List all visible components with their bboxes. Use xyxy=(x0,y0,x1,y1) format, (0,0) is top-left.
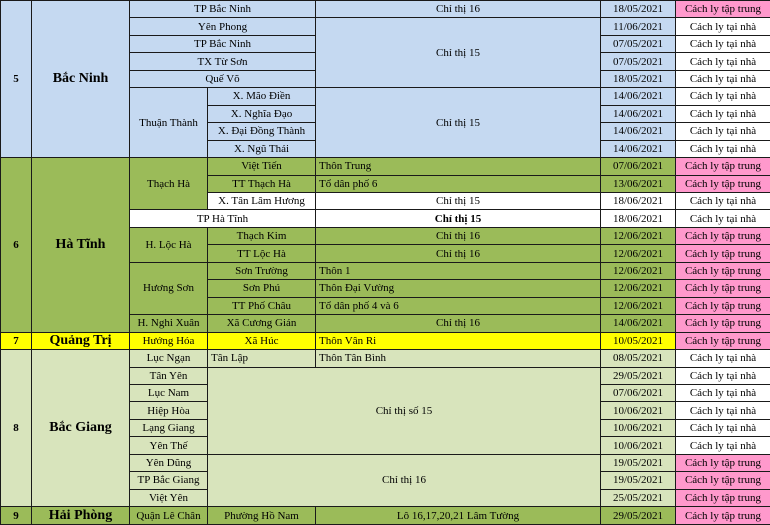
directive-cell: Chỉ thị 16 xyxy=(316,315,601,332)
status-cell: Cách ly tập trung xyxy=(676,297,770,314)
commune-cell: X. Đại Đồng Thành xyxy=(208,123,316,140)
table-row xyxy=(1,350,770,367)
date-cell: 18/06/2021 xyxy=(601,192,676,209)
date-cell: 12/06/2021 xyxy=(601,245,676,262)
district-cell: Yên Phong xyxy=(130,18,316,35)
date-cell: 07/06/2021 xyxy=(601,384,676,401)
date-cell: 08/05/2021 xyxy=(601,350,676,367)
table-row xyxy=(1,507,770,525)
status-cell: Cách ly tại nhà xyxy=(676,140,770,157)
district-cell: H. Nghi Xuân xyxy=(130,315,208,332)
province-number: 9 xyxy=(1,507,32,525)
directive-cell: Chỉ thị 15 xyxy=(316,88,601,158)
district-cell: Quế Võ xyxy=(130,70,316,87)
directive-cell: Chỉ thị số 15 xyxy=(208,367,601,454)
status-cell: Cách ly tại nhà xyxy=(676,192,770,209)
status-cell: Cách ly tập trung xyxy=(676,315,770,332)
status-cell: Cách ly tập trung xyxy=(676,1,770,18)
commune-cell: Phường Hồ Nam xyxy=(208,507,316,525)
village-cell: Thôn Vân Ri xyxy=(316,332,601,349)
date-cell: 07/05/2021 xyxy=(601,35,676,52)
table-row xyxy=(1,332,770,349)
status-cell: Cách ly tại nhà xyxy=(676,123,770,140)
province-name: Bắc Giang xyxy=(32,350,130,507)
commune-cell: Sơn Trường xyxy=(208,262,316,279)
village-cell: Lô 16,17,20,21 Lâm Tường xyxy=(316,507,601,525)
district-cell: Thạch Hà xyxy=(130,158,208,210)
directive-cell: Chỉ thị 16 xyxy=(316,227,601,244)
date-cell: 14/06/2021 xyxy=(601,140,676,157)
district-cell: Hương Sơn xyxy=(130,262,208,314)
directive-cell: Chỉ thị 16 xyxy=(316,1,601,18)
table-row xyxy=(1,1,770,18)
district-cell: Hướng Hóa xyxy=(130,332,208,349)
date-cell: 14/06/2021 xyxy=(601,88,676,105)
commune-cell: Tân Lập xyxy=(208,350,316,367)
commune-cell: TT Phố Châu xyxy=(208,297,316,314)
district-cell: Lục Nam xyxy=(130,384,208,401)
date-cell: 07/06/2021 xyxy=(601,158,676,175)
status-cell: Cách ly tại nhà xyxy=(676,35,770,52)
commune-cell: X. Ngũ Thái xyxy=(208,140,316,157)
commune-cell: Xã Cương Gián xyxy=(208,315,316,332)
date-cell: 18/05/2021 xyxy=(601,1,676,18)
status-cell: Cách ly tập trung xyxy=(676,227,770,244)
province-number: 6 xyxy=(1,158,32,333)
district-cell: Yên Dũng xyxy=(130,454,208,471)
date-cell: 12/06/2021 xyxy=(601,262,676,279)
district-cell: TP Bắc Giang xyxy=(130,472,208,489)
status-cell: Cách ly tại nhà xyxy=(676,88,770,105)
date-cell: 12/06/2021 xyxy=(601,297,676,314)
commune-cell: Xã Húc xyxy=(208,332,316,349)
district-cell: TP Hà Tĩnh xyxy=(130,210,316,227)
date-cell: 12/06/2021 xyxy=(601,280,676,297)
date-cell: 14/06/2021 xyxy=(601,123,676,140)
status-cell: Cách ly tập trung xyxy=(676,472,770,489)
date-cell: 10/06/2021 xyxy=(601,402,676,419)
district-cell: TP Bắc Ninh xyxy=(130,1,316,18)
date-cell: 18/06/2021 xyxy=(601,210,676,227)
district-cell: Tân Yên xyxy=(130,367,208,384)
commune-cell: X. Mão Điền xyxy=(208,88,316,105)
status-cell: Cách ly tại nhà xyxy=(676,105,770,122)
district-cell: Lục Ngạn xyxy=(130,350,208,367)
province-number: 8 xyxy=(1,350,32,507)
date-cell: 11/06/2021 xyxy=(601,18,676,35)
status-cell: Cách ly tập trung xyxy=(676,175,770,192)
commune-cell: X. Tân Lâm Hương xyxy=(208,192,316,209)
district-cell: Việt Yên xyxy=(130,489,208,506)
status-cell: Cách ly tại nhà xyxy=(676,53,770,70)
district-cell: Lạng Giang xyxy=(130,419,208,436)
status-cell: Cách ly tại nhà xyxy=(676,70,770,87)
date-cell: 07/05/2021 xyxy=(601,53,676,70)
village-cell: Tổ dân phố 6 xyxy=(316,175,601,192)
directive-cell: Chỉ thị 16 xyxy=(316,245,601,262)
directive-cell: Chỉ thị 15 xyxy=(316,192,601,209)
status-cell: Cách ly tại nhà xyxy=(676,437,770,454)
district-cell: Hiệp Hòa xyxy=(130,402,208,419)
commune-cell: TT Thạch Hà xyxy=(208,175,316,192)
date-cell: 19/05/2021 xyxy=(601,472,676,489)
date-cell: 13/06/2021 xyxy=(601,175,676,192)
date-cell: 10/06/2021 xyxy=(601,437,676,454)
date-cell: 14/06/2021 xyxy=(601,315,676,332)
village-cell: Thôn 1 xyxy=(316,262,601,279)
status-cell: Cách ly tập trung xyxy=(676,262,770,279)
province-name: Hà Tĩnh xyxy=(32,158,130,333)
status-cell: Cách ly tại nhà xyxy=(676,350,770,367)
commune-cell: Thạch Kim xyxy=(208,227,316,244)
status-cell: Cách ly tại nhà xyxy=(676,384,770,401)
district-cell: Thuận Thành xyxy=(130,88,208,158)
district-cell: Yên Thế xyxy=(130,437,208,454)
commune-cell: Sơn Phú xyxy=(208,280,316,297)
district-cell: Quận Lê Chân xyxy=(130,507,208,525)
status-cell: Cách ly tại nhà xyxy=(676,419,770,436)
date-cell: 29/05/2021 xyxy=(601,367,676,384)
status-cell: Cách ly tập trung xyxy=(676,332,770,349)
village-cell: Thôn Tân Bình xyxy=(316,350,601,367)
status-cell: Cách ly tập trung xyxy=(676,489,770,506)
village-cell: Thôn Trung xyxy=(316,158,601,175)
directive-cell: Chỉ thị 15 xyxy=(316,210,601,227)
district-cell: TX Từ Sơn xyxy=(130,53,316,70)
status-cell: Cách ly tập trung xyxy=(676,280,770,297)
status-cell: Cách ly tập trung xyxy=(676,245,770,262)
village-cell: Tổ dân phố 4 và 6 xyxy=(316,297,601,314)
district-cell: TP Bắc Ninh xyxy=(130,35,316,52)
commune-cell: TT Lộc Hà xyxy=(208,245,316,262)
province-number: 5 xyxy=(1,1,32,158)
province-name: Quảng Trị xyxy=(32,332,130,349)
province-number: 7 xyxy=(1,332,32,349)
status-cell: Cách ly tại nhà xyxy=(676,18,770,35)
date-cell: 10/06/2021 xyxy=(601,419,676,436)
table-row xyxy=(1,158,770,175)
date-cell: 10/05/2021 xyxy=(601,332,676,349)
date-cell: 12/06/2021 xyxy=(601,227,676,244)
province-name: Hải Phòng xyxy=(32,507,130,525)
date-cell: 29/05/2021 xyxy=(601,507,676,525)
commune-cell: X. Nghĩa Đạo xyxy=(208,105,316,122)
date-cell: 19/05/2021 xyxy=(601,454,676,471)
date-cell: 25/05/2021 xyxy=(601,489,676,506)
directive-cell: Chỉ thị 16 xyxy=(208,454,601,506)
district-cell: H. Lộc Hà xyxy=(130,227,208,262)
date-cell: 18/05/2021 xyxy=(601,70,676,87)
directive-cell: Chỉ thị 15 xyxy=(316,18,601,88)
status-cell: Cách ly tại nhà xyxy=(676,210,770,227)
status-cell: Cách ly tại nhà xyxy=(676,402,770,419)
status-cell: Cách ly tập trung xyxy=(676,158,770,175)
date-cell: 14/06/2021 xyxy=(601,105,676,122)
status-cell: Cách ly tập trung xyxy=(676,507,770,525)
commune-cell: Việt Tiến xyxy=(208,158,316,175)
status-cell: Cách ly tập trung xyxy=(676,454,770,471)
status-cell: Cách ly tại nhà xyxy=(676,367,770,384)
province-name: Bắc Ninh xyxy=(32,1,130,158)
village-cell: Thôn Đại Vường xyxy=(316,280,601,297)
